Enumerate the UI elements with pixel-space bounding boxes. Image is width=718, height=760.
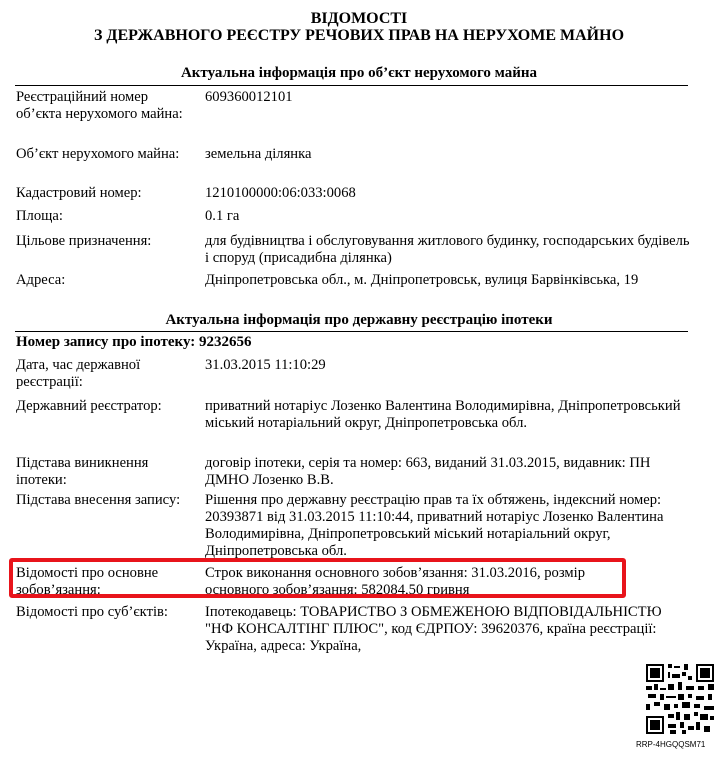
object-section-heading: Актуальна інформація про об’єкт нерухомого майна: [180, 65, 538, 81]
field-label-record-basis: Підстава внесення запису:: [16, 492, 181, 508]
field-label-subjects: Відомості про суб’єктів:: [16, 604, 168, 620]
mortgage-record-number: Номер запису про іпотеку: 9232656: [16, 334, 252, 350]
section-divider: [15, 331, 688, 332]
field-value-purpose: для будівництва і обслуговування житлового будинку, господарських будівель і споруд (присадибна ділянка): [205, 233, 690, 266]
field-value-subjects: Іпотекодавець: ТОВАРИСТВО З ОБМЕЖЕНОЮ ВІДПОВІДАЛЬНІСТЮ "НФ КОНСАЛТІНГ ПЛЮС", код ЄДРПОУ: 39620376, країна реєстрації: Україна, адреса: Україна,: [205, 604, 662, 654]
field-label-registration-number: Реєстраційний номер об’єкта нерухомого майна:: [16, 89, 183, 122]
field-value-main-obligation: Строк виконання основного зобов’язання: 31.03.2016, розмір основного зобов’язання: 582084,50 гривня: [205, 565, 585, 598]
field-value-registration-date: 31.03.2015 11:10:29: [205, 357, 326, 373]
section-divider: [15, 85, 688, 86]
document-subtitle: З ДЕРЖАВНОГО РЕЄСТРУ РЕЧОВИХ ПРАВ НА НЕРУХОМЕ МАЙНО: [93, 27, 625, 44]
field-label-purpose: Цільове призначення:: [16, 233, 152, 249]
field-label-address: Адреса:: [16, 272, 66, 288]
field-label-object-type: Об’єкт нерухомого майна:: [16, 146, 180, 162]
field-value-record-basis: Рішення про державну реєстрацію прав та їх обтяжень, індексний номер: 20393871 від 31.03.2015 11:10:44, приватний нотаріус Лозенко Валентина Володимирівна, Дніпропетровський міський нотаріальний округ, Дніпропетровська обл.: [205, 492, 664, 559]
field-value-address: Дніпропетровська обл., м. Дніпропетровськ, вулиця Барвінківська, 19: [205, 272, 639, 288]
main-obligation-highlight: [9, 558, 626, 598]
field-value-registrar: приватний нотаріус Лозенко Валентина Володимирівна, Дніпропетровський міський нотаріальний округ, Дніпропетровська обл.: [205, 398, 681, 431]
field-label-cadastral-number: Кадастровий номер:: [16, 185, 142, 201]
field-value-area: 0.1 га: [205, 208, 240, 224]
qr-code-text: RRP-4HGQQSM71: [636, 740, 706, 749]
field-label-area: Площа:: [16, 208, 63, 224]
field-label-registration-date: Дата, час державної реєстрації:: [16, 357, 141, 390]
field-value-cadastral-number: 1210100000:06:033:0068: [205, 185, 356, 201]
field-label-mortgage-basis: Підстава виникнення іпотеки:: [16, 455, 149, 488]
field-value-registration-number: 609360012101: [205, 89, 293, 105]
mortgage-section-heading: Актуальна інформація про державну реєстрацію іпотеки: [165, 312, 553, 328]
field-value-object-type: земельна ділянка: [205, 146, 312, 162]
field-label-registrar: Державний реєстратор:: [16, 398, 162, 414]
qr-code-icon: [646, 664, 714, 734]
field-value-mortgage-basis: договір іпотеки, серія та номер: 663, виданий 31.03.2015, видавник: ПН ДМНО Лозенко В.В.: [205, 455, 651, 488]
field-label-main-obligation: Відомості про основне зобов’язання:: [16, 565, 159, 598]
document-title: ВІДОМОСТІ: [310, 10, 408, 27]
